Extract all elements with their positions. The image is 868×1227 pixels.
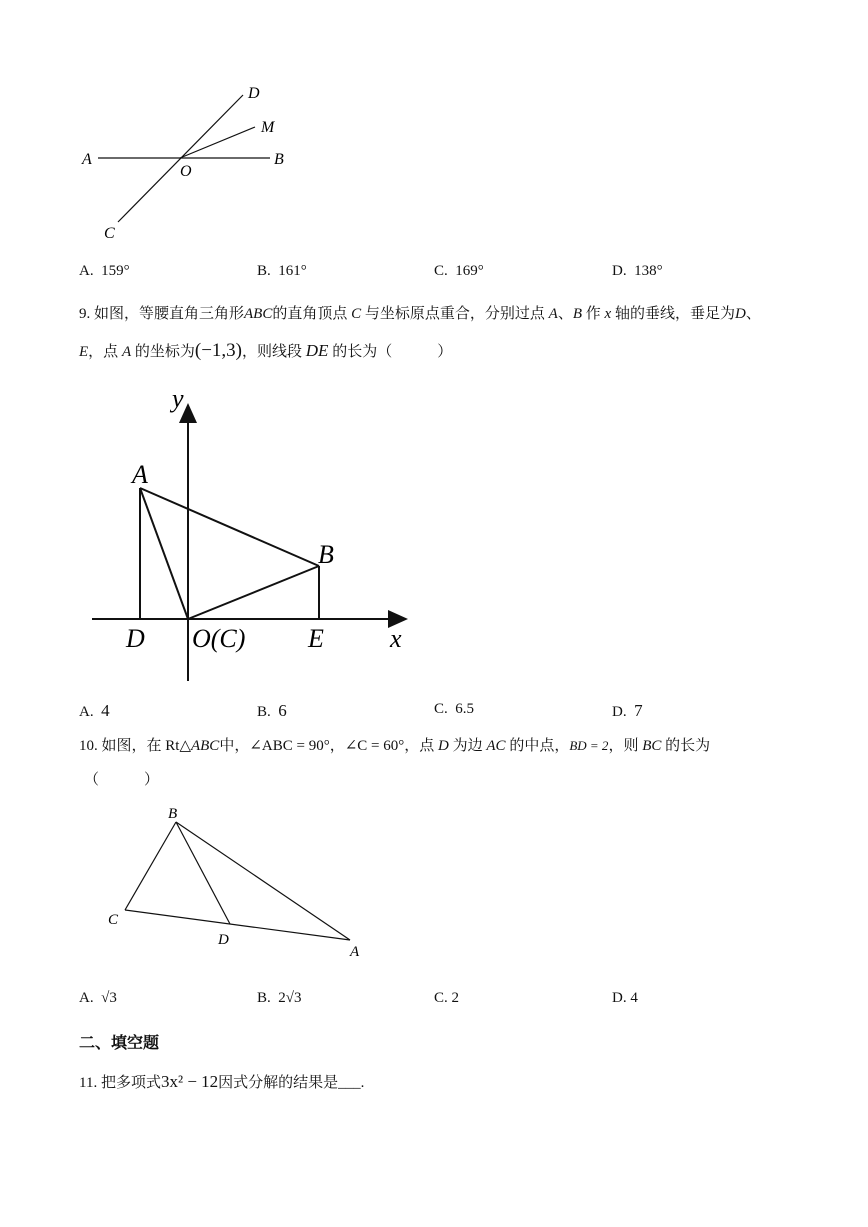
option-letter: B. <box>257 263 271 279</box>
option-letter: D. <box>612 263 627 279</box>
segment-ob <box>188 566 319 619</box>
q11-stem <box>79 1071 364 1092</box>
option-text: 169° <box>455 263 484 279</box>
q10-stem-line1 <box>79 734 710 755</box>
option-letter: A. <box>79 704 94 720</box>
stem-text: ，则线段 <box>242 344 303 360</box>
option-letter: C. <box>434 990 448 1006</box>
label-a: A <box>132 460 148 489</box>
math-var: A <box>548 306 558 322</box>
q9-stem-line1 <box>79 302 761 323</box>
answer-blank[interactable]: ___. <box>338 1075 365 1091</box>
question-number: 9. <box>79 306 91 322</box>
option-letter: D. <box>612 990 627 1006</box>
q9-figure <box>80 385 420 690</box>
q10-stem-line2 <box>84 768 159 789</box>
option-text: 6 <box>278 701 287 720</box>
stem-text: 、 <box>557 306 573 322</box>
q9-option-d[interactable] <box>612 701 643 721</box>
stem-text: 与坐标原点重合，分别过点 <box>364 306 545 322</box>
stem-text: 的长为（ ） <box>332 344 453 360</box>
q9-stem-line2 <box>79 340 452 362</box>
option-letter: D. <box>612 704 627 720</box>
label-x: x <box>390 624 402 653</box>
q8-option-d[interactable] <box>612 263 663 280</box>
q9-option-b[interactable] <box>257 701 287 721</box>
option-text: 159° <box>101 263 130 279</box>
question-number: 11. <box>79 1075 98 1091</box>
option-letter: A. <box>79 263 94 279</box>
option-letter: A. <box>79 990 94 1006</box>
label-o: O <box>180 163 192 180</box>
option-letter: C. <box>434 701 448 717</box>
stem-text: ，点 <box>88 344 119 360</box>
option-text: 6.5 <box>455 701 475 717</box>
condition: ∠C = 60° <box>344 738 405 754</box>
stem-text: 的中点， <box>509 738 570 754</box>
condition: ∠ABC = 90° <box>249 738 330 754</box>
stem-text: 为边 <box>452 738 483 754</box>
label-d: D <box>126 624 145 653</box>
q10-option-a[interactable] <box>79 990 117 1007</box>
label-o: O(C) <box>192 624 246 653</box>
label-c: C <box>104 225 115 242</box>
option-letter: C. <box>434 263 448 279</box>
label-y: y <box>172 385 184 413</box>
math-var: BC <box>642 738 662 754</box>
option-text: 4 <box>630 990 638 1006</box>
q10-figure <box>100 800 380 965</box>
section-title: 二、填空题 <box>79 1033 160 1052</box>
stem-text: ， <box>329 738 345 754</box>
stem-text: 的直角顶点 <box>272 306 348 322</box>
stem-text: 、 <box>745 306 761 322</box>
option-text: √3 <box>101 990 117 1006</box>
q10-option-c[interactable] <box>434 990 459 1007</box>
stem-text: ，则 <box>608 738 639 754</box>
label-m: M <box>261 119 275 136</box>
stem-text: 中， <box>219 738 250 754</box>
segment-ab <box>140 488 319 566</box>
q10-option-d[interactable] <box>612 990 638 1007</box>
label-a: A <box>350 944 360 960</box>
stem-text: 把多项式 <box>100 1075 161 1091</box>
q8-option-b[interactable] <box>257 263 307 280</box>
q10-option-b[interactable] <box>257 990 302 1007</box>
segment-bc <box>125 822 176 910</box>
option-text: 2 <box>451 990 460 1006</box>
math-var: C <box>351 306 362 322</box>
stem-text: 如图，在 <box>101 738 162 754</box>
math-var: ABC <box>244 306 273 322</box>
option-text: 4 <box>101 701 110 720</box>
label-a: A <box>82 151 92 168</box>
stem-text: 的长为 <box>665 738 711 754</box>
option-text: 7 <box>634 701 643 720</box>
stem-text: ，点 <box>404 738 435 754</box>
q9-option-c[interactable] <box>434 701 474 718</box>
label-b: B <box>168 806 178 822</box>
q8-option-a[interactable] <box>79 263 130 280</box>
stem-text: 的坐标为 <box>134 344 195 360</box>
option-text: 138° <box>634 263 663 279</box>
math-var: A <box>121 344 132 360</box>
math-var: ABC <box>190 738 220 754</box>
stem-text: 作 <box>585 306 601 322</box>
math-var: D <box>734 306 746 322</box>
math-var: D <box>438 738 449 754</box>
label-d: D <box>218 932 229 948</box>
q8-option-c[interactable] <box>434 263 484 280</box>
segment-ba <box>176 822 350 940</box>
option-text: 161° <box>278 263 307 279</box>
label-c: C <box>108 912 119 928</box>
question-number: 10. <box>79 738 98 754</box>
math-var: DE <box>305 341 329 360</box>
stem-text: 轴的垂线，垂足为 <box>614 306 735 322</box>
stem-text: 因式分解的结果是 <box>218 1075 339 1091</box>
condition: BD = 2 <box>569 738 609 753</box>
q8-figure <box>70 80 310 250</box>
option-letter: B. <box>257 990 271 1006</box>
segment-bd <box>176 822 230 924</box>
math-var: x <box>604 306 612 322</box>
label-b: B <box>318 540 334 569</box>
ray-om <box>180 127 255 158</box>
option-letter: B. <box>257 704 271 720</box>
answer-paren: （ ） <box>84 772 160 788</box>
label-d: D <box>248 85 260 102</box>
math-var: AC <box>486 738 506 754</box>
label-b: B <box>274 151 284 168</box>
label-e: E <box>308 624 324 653</box>
segment-ao <box>140 488 188 619</box>
math-symbol: Rt△ <box>165 738 191 754</box>
q9-option-a[interactable] <box>79 701 110 721</box>
math-var: E <box>79 344 89 360</box>
math-var: B <box>572 306 583 322</box>
stem-text: 如图，等腰直角三角形 <box>94 306 245 322</box>
coordinate: (−1,3) <box>194 340 242 361</box>
polynomial: 3x² − 12 <box>160 1072 219 1091</box>
option-text: 2√3 <box>278 990 302 1006</box>
segment-ca <box>125 910 350 940</box>
